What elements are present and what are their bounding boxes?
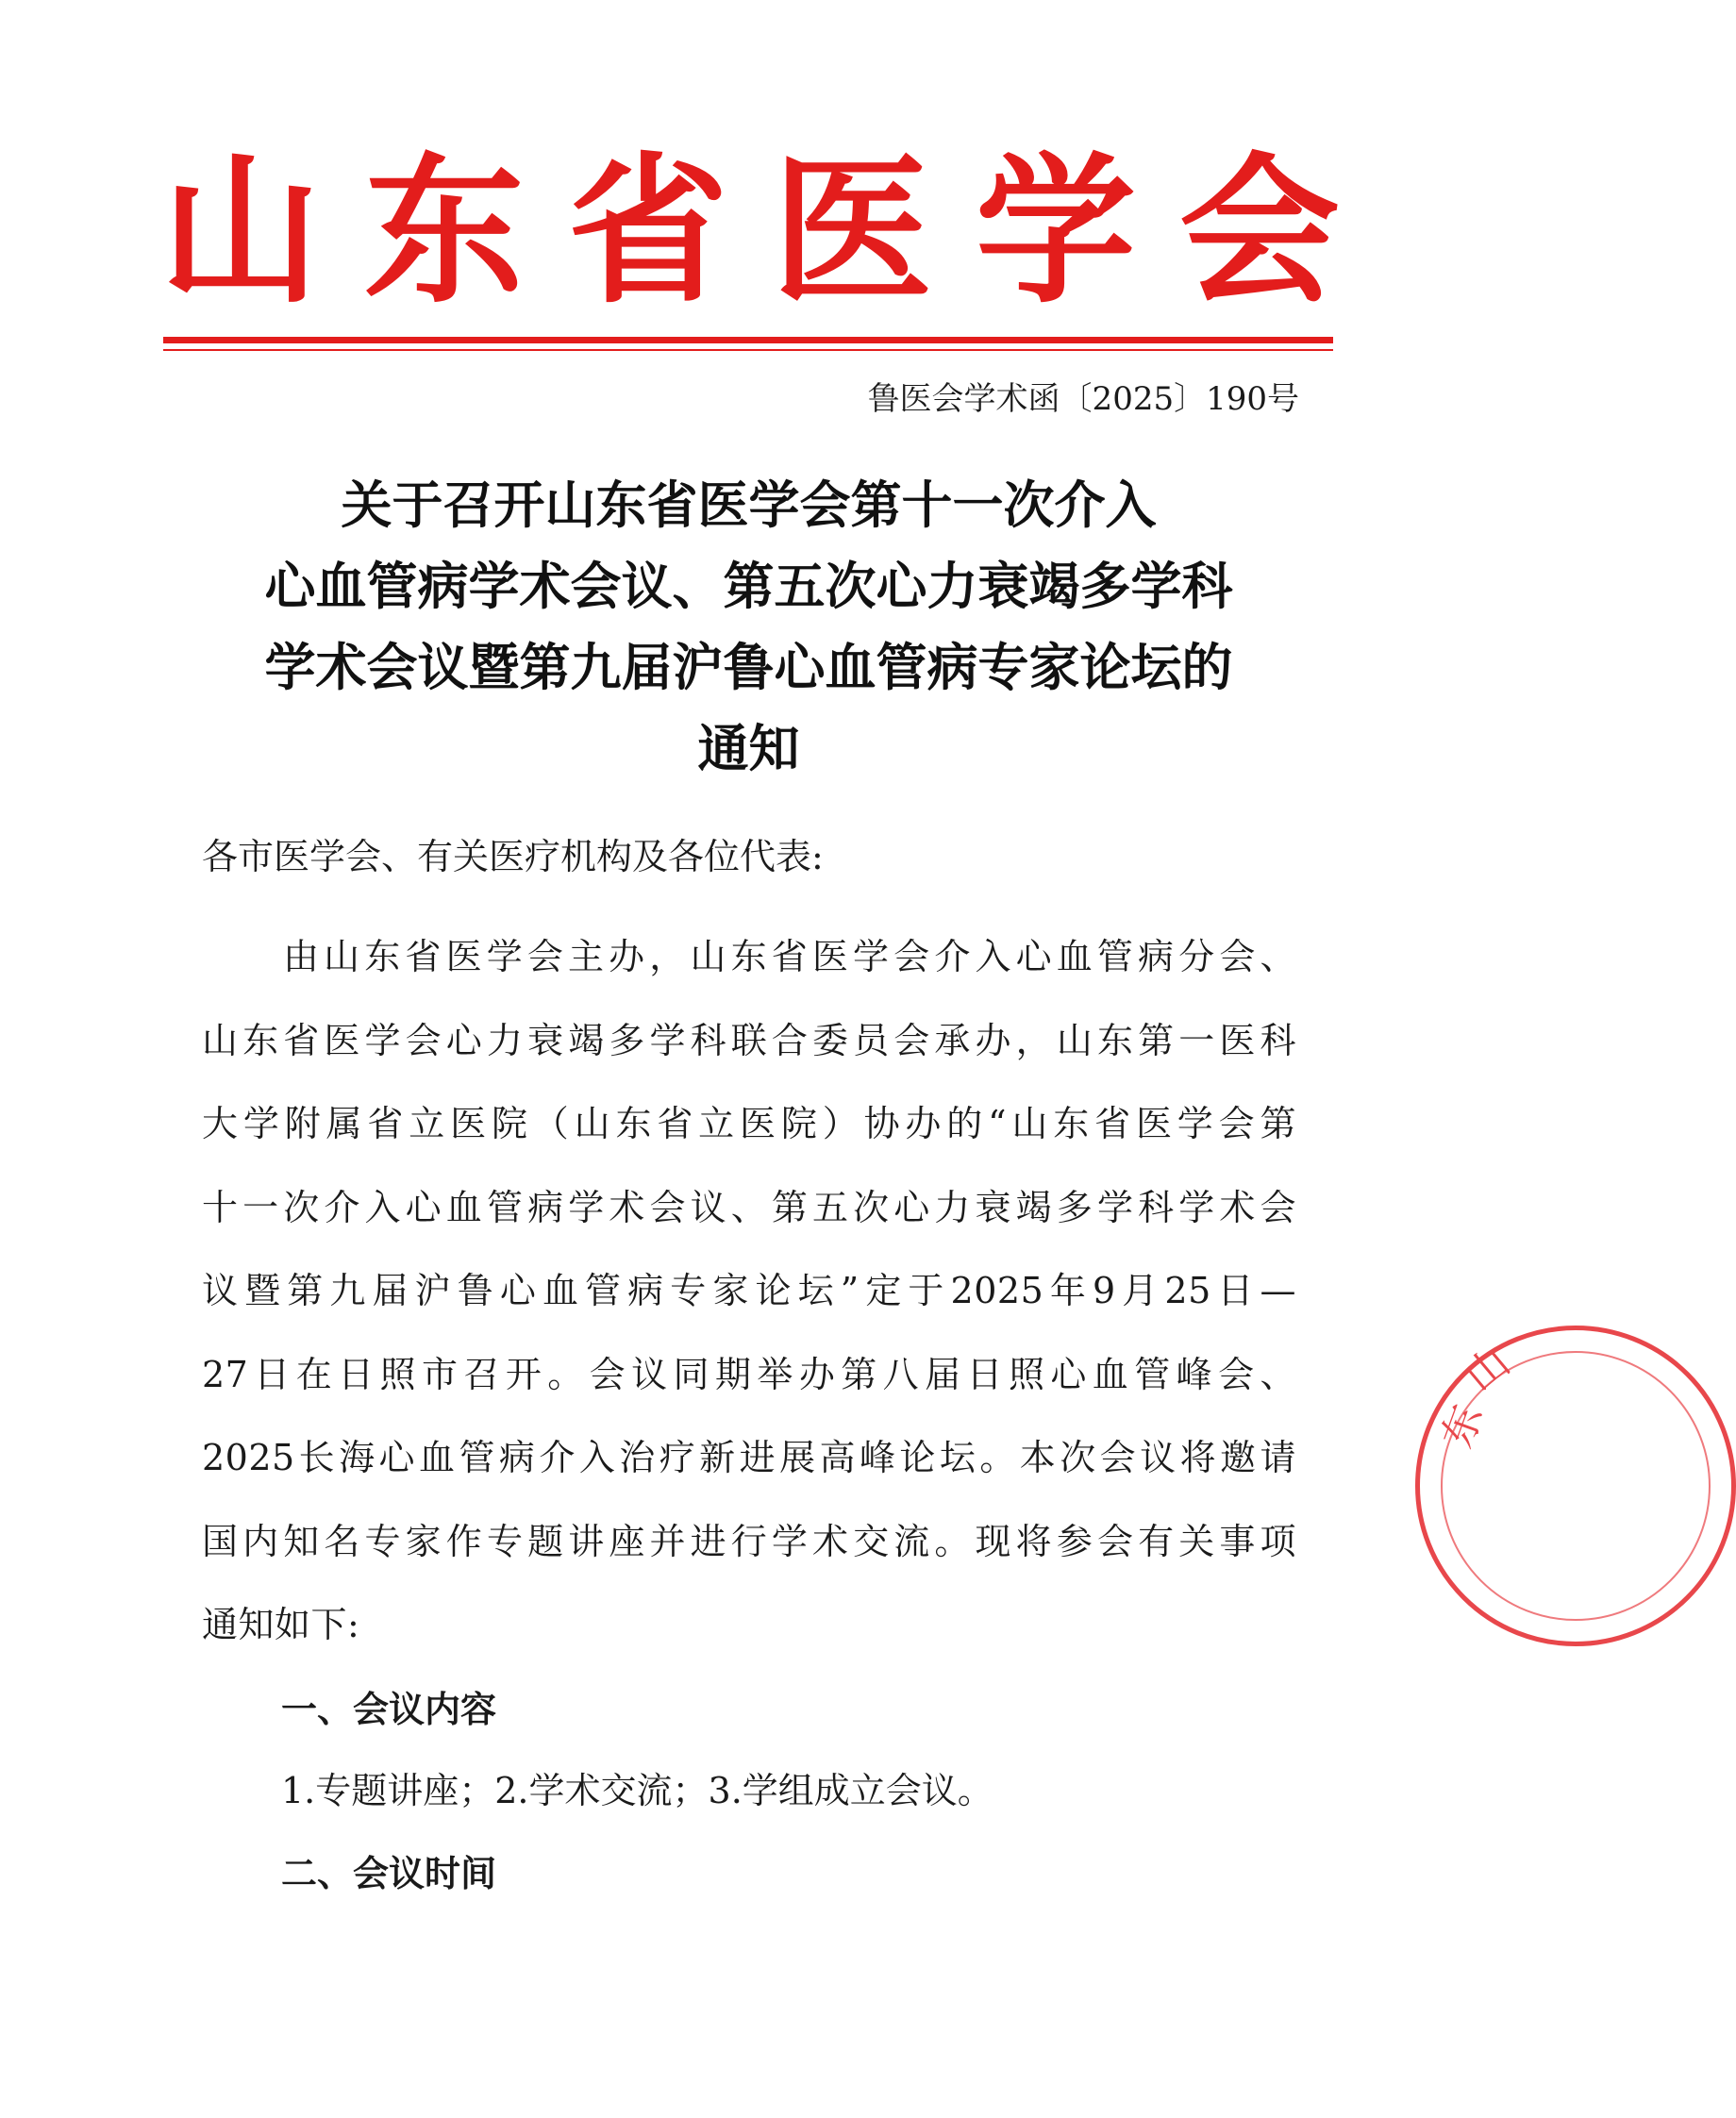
body-line: 通知如下: — [202, 1604, 360, 1645]
heading-line: 心血管病学术会议、第五次心力衰竭多学科 — [264, 556, 1233, 616]
letterhead-char: 医 — [771, 137, 932, 325]
document-number: 鲁医会学术函〔2025〕190号 — [867, 380, 1299, 418]
body-line: 2025长海心血管病介入治疗新进展高峰论坛。本次会议将邀请 — [202, 1437, 1296, 1478]
body-line: 十一次介入心血管病学术会议、第五次心力衰竭多学科学术会 — [202, 1186, 1296, 1228]
section-content: 1.专题讲座；2.学术交流；3.学组成立会议。 — [281, 1770, 993, 1811]
letterhead-char: 会 — [1178, 137, 1340, 325]
body-line: 大学附属省立医院（山东省立医院）协办的“山东省医学会第 — [202, 1103, 1296, 1144]
official-seal-stamp — [1415, 1326, 1736, 1646]
salutation: 各市医学会、有关医疗机构及各位代表: — [202, 836, 824, 877]
letterhead-char: 东 — [363, 137, 525, 325]
heading-line: 通知 — [697, 718, 800, 778]
body-paragraph — [202, 915, 1296, 1667]
letterhead-char: 省 — [567, 137, 728, 325]
seal-char: 东 — [1433, 1398, 1494, 1455]
body-line: 由山东省医学会主办，山东省医学会介入心血管病分会、 — [283, 936, 1296, 977]
document-heading — [160, 464, 1337, 789]
letterhead-char: 山 — [160, 137, 322, 325]
body-line: 议暨第九届沪鲁心血管病专家论坛”定于2025年9月25日— — [202, 1270, 1296, 1311]
body-line: 国内知名专家作专题讲座并进行学术交流。现将参会有关事项 — [202, 1520, 1296, 1562]
body-line: 山东省医学会心力衰竭多学科联合委员会承办，山东第一医科 — [202, 1019, 1296, 1061]
section-heading-time: 二、会议时间 — [281, 1853, 497, 1894]
heading-line: 关于召开山东省医学会第十一次介入 — [341, 475, 1157, 535]
seal-char: 山 — [1456, 1337, 1519, 1402]
letterhead-title — [160, 137, 1340, 325]
body-line: 27日在日照市召开。会议同期举办第八届日照心血管峰会、 — [202, 1353, 1296, 1395]
section-heading-content: 一、会议内容 — [281, 1689, 497, 1730]
letterhead-rule-thick — [163, 337, 1333, 343]
heading-line: 学术会议暨第九届沪鲁心血管病专家论坛的 — [264, 637, 1233, 697]
letterhead-rule-thin — [163, 349, 1333, 351]
letterhead-char: 学 — [975, 137, 1136, 325]
